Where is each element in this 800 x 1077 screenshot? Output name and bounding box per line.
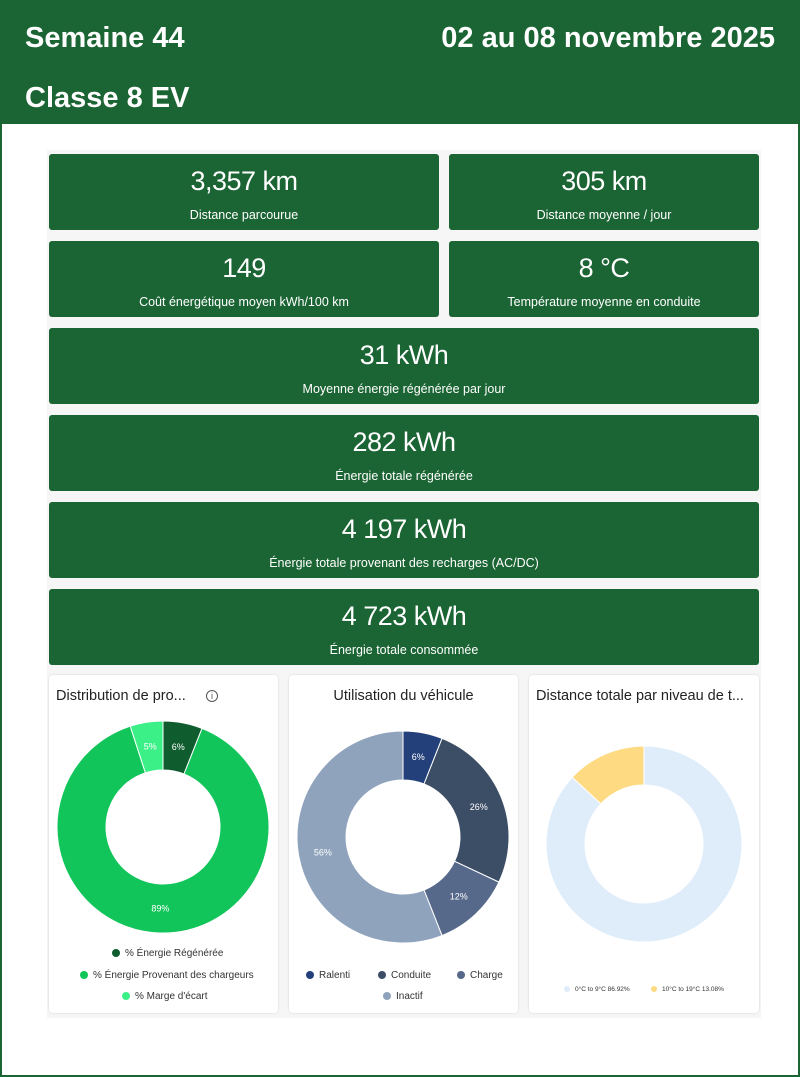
kpi-label: Distance parcourue [189,208,299,222]
kpi-label: Distance moyenne / jour [536,208,672,222]
kpi-regen-avg [49,328,759,404]
kpi-distance-total [49,154,439,230]
legend-dot [383,992,391,1000]
kpi-label: Énergie totale provenant des recharges (AC/DC) [269,556,539,570]
kpi-label: Moyenne énergie régénérée par jour [302,382,506,396]
slice-label: 5% [143,741,157,752]
kpi-value: 4 197 kWh [341,514,467,544]
legend-dot [378,971,386,979]
kpi-energy-cost [49,241,439,317]
legend-item: Charge [457,970,503,981]
slice-label: 26% [469,801,488,812]
kpi-label: Énergie totale régénérée [335,469,473,483]
legend-dot [457,971,465,979]
legend-item: Ralenti [306,970,350,981]
week-label: Semaine 44 [25,22,185,54]
donut-chart [289,675,518,1013]
kpi-value: 305 km [561,166,647,196]
kpi-value: 8 °C [578,253,630,283]
info-icon[interactable]: i [206,690,218,702]
slice-label: 56% [313,847,332,858]
legend-dot [80,971,88,979]
legend-item: Conduite [378,970,431,981]
kpi-consumed-total [49,589,759,665]
kpi-value: 4 723 kWh [341,601,467,631]
chart-card-distance-temperature [529,675,759,1013]
date-range: 02 au 08 novembre 2025 [441,22,775,54]
legend-dot [122,992,130,1000]
donut-chart [49,675,278,1013]
chart-card-vehicle-usage [289,675,518,1013]
donut-chart [529,675,759,1013]
legend-dot [564,986,570,992]
legend-item: % Marge d'écart [122,991,208,1002]
slice-label: 6% [411,751,425,762]
legend-item: Inactif [383,991,423,1002]
kpi-value: 3,357 km [190,166,298,196]
chart-card-energy-distribution [49,675,278,1013]
legend-dot [112,949,120,957]
kpi-regen-total [49,415,759,491]
donut-slice[interactable] [424,738,509,882]
legend-item: % Énergie Provenant des chargeurs [80,970,254,981]
legend-item: 10°C to 19°C 13.08% [651,986,724,993]
chart-title: Distribution de pro... [56,688,186,704]
slice-label: 89% [151,903,170,914]
kpi-value: 31 kWh [359,340,449,370]
kpi-label: Température moyenne en conduite [507,295,701,309]
kpi-value: 282 kWh [352,427,456,457]
legend-item: 0°C to 9°C 86.92% [564,986,630,993]
chart-title: Distance totale par niveau de t... [536,688,744,704]
kpi-label: Énergie totale consommée [329,643,479,657]
legend-dot [651,986,657,992]
kpi-temperature [449,241,759,317]
slice-label: 12% [449,891,468,902]
kpi-charge-total [49,502,759,578]
kpi-label: Coût énergétique moyen kWh/100 km [139,295,349,309]
kpi-distance-avg [449,154,759,230]
legend-item: % Énergie Régénérée [112,948,223,959]
report-header [0,0,800,124]
kpi-value: 149 [222,253,266,283]
chart-title: Utilisation du véhicule [333,688,474,704]
slice-label: 6% [171,741,185,752]
vehicle-class: Classe 8 EV [25,82,190,114]
legend-dot [306,971,314,979]
